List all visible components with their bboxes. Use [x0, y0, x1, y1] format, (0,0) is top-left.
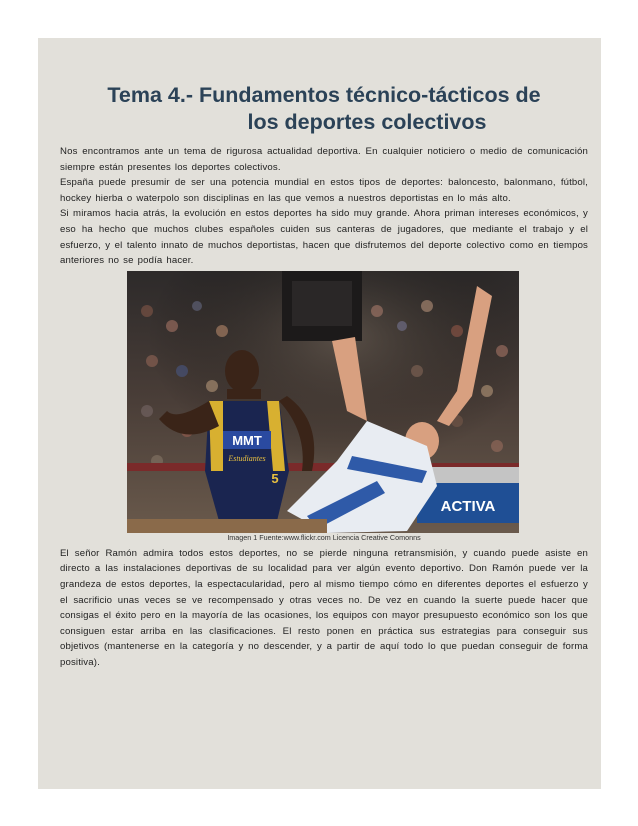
paragraph-2: España puede presumir de ser una potencia mundial en estos tipos de deportes: baloncesto, balonmano, fútbol, hockey hierba o waterpolo son disciplinas en las que vemos a nuestros deportistas en lo más alto. [60, 177, 588, 204]
body-text [60, 546, 588, 671]
image-caption: Imagen 1 Fuente:www.flickr.com Licencia Creative Comonns [227, 532, 421, 542]
page-title [60, 82, 588, 136]
jersey-left-sub: Estudiantes [228, 453, 266, 463]
jersey-left-number: 5 [271, 470, 279, 486]
paragraph-4: El señor Ramón admira todos estos deportes, no se pierde ninguna retransmisión, y cuando puede asiste en directo a las instalaciones deportivas de su localidad para ver algún evento deportivo. Don Ramón puede ver la grandeza de estos deportes, la espectacularidad, pero al mismo tiempo cómo en diferentes deportes el esfuerzo y el sacrificio unas veces se ve recompensado y otras veces no. De vez en cuando la suerte puede hacer que consigas el éxito pero en la mayoría de las ocasiones, los equipos con mayor presupuesto económico son los que consiguen estar arriba en las clasificaciones. El resto ponen en práctica sus estrategias para conseguir sus objetivos (mantenerse en la categoría y no descender, y a partir de aquí todo lo que puedan conseguir de forma positiva). [60, 547, 588, 668]
title-line-2: los deportes colectivos [247, 110, 487, 134]
jersey-left-text: MMT [232, 432, 262, 448]
title-line-1: Tema 4.- Fundamentos técnico-tácticos de [107, 83, 541, 107]
basketball-photo [127, 271, 519, 533]
banner-text: ACTIVA [440, 497, 496, 515]
intro-text [60, 144, 588, 269]
paragraph-3: Si miramos hacia atrás, la evolución en estos deportes ha sido muy grande. Ahora priman intereses económicos, y eso ha hecho que muchos clubes españoles cuiden sus canteras de jugadores, que mediante el trabajo y el esfuerzo, y el talento innato de muchos deportistas, hacen que disfrutemos del deporte colectivo como en tiempos anteriores no se podía hacer. [60, 208, 588, 267]
paragraph-1: Nos encontramos ante un tema de rigurosa actualidad deportiva. En cualquier noticiero o medio de comunicación siempre están presentes los deportes colectivos. [60, 146, 588, 173]
document-page [38, 38, 601, 789]
